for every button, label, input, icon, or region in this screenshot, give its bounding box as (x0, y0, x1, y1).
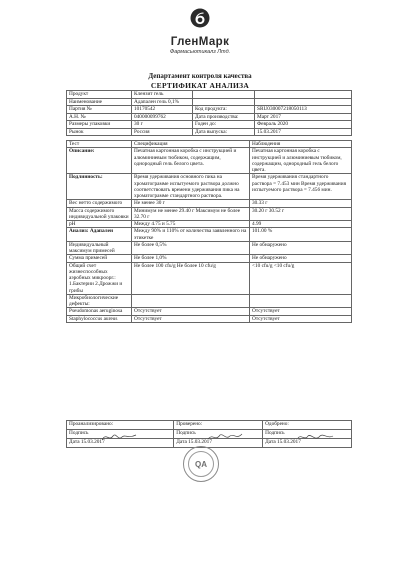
info-label2: Дата выпуска: (193, 128, 255, 136)
analyzed-date: Дата 15.03.2017 (67, 439, 174, 448)
checker-signature (205, 430, 245, 444)
info-row (67, 128, 352, 136)
info-value: Клензит гель (132, 91, 193, 99)
cell-spec: Между 4.75 и 5.75 (132, 221, 250, 228)
cell-obs: Время удерживания стандартного раствора = 7.453 мин Время удерживания испытуемого раствора = 7.456 мин. (250, 174, 352, 200)
cell-spec: Минимум не менее 29.40 г Максимум не более 32.70 г (132, 207, 250, 221)
info-label2: Годен до: (193, 121, 255, 129)
info-value: Адапален гель 0,1% (132, 98, 193, 106)
cell-test: Общий счет жизнеспособных аэробных микроорг.: 1.Бактерии 2.Дрожжи и грибы (67, 262, 132, 294)
info-label2: Код продукта: (193, 106, 255, 114)
info-label: Продукт (67, 91, 132, 99)
info-label: Размеры упаковки (67, 121, 132, 129)
cell-test: Вес нетто содержимого (67, 200, 132, 207)
cell-test: Сумма примесей (67, 255, 132, 262)
info-value: 040000099762 (132, 113, 193, 121)
department-title: Департамент контроля качества (148, 72, 252, 80)
cell-obs: Отсутствует (250, 315, 352, 322)
header-test: Тест (67, 141, 132, 148)
info-label2: Дата производства: (193, 113, 255, 121)
info-label2 (193, 91, 255, 99)
cell-obs: Печатная картонная коробка с инструкцией и алюминиевым тюбиком, содержащим, однородный гель белого цвета. (250, 148, 352, 174)
info-value: 10170542 (132, 106, 193, 114)
info-row (67, 91, 352, 99)
analysis-table (66, 140, 352, 323)
table-row (67, 200, 352, 207)
analyzed-by-title: Проанализировано: (67, 421, 174, 430)
cell-spec: Не более 0,5% (132, 241, 250, 255)
cell-test: Анализ: Адапален (67, 228, 132, 242)
cell-test: Описание: (67, 148, 132, 174)
cell-spec: Печатная картонная коробка с инструкцией и алюминиевым тюбиком, содержащим, однородный гель белого цвета. (132, 148, 250, 174)
company-logo (0, 8, 400, 55)
header-observations: Наблюдения (250, 141, 352, 148)
info-value2: 15.03.2017 (255, 128, 352, 136)
cell-obs: 101.00 % (250, 228, 352, 242)
cell-spec: Время удерживания основного пика на хроматограмме испытуемого раствора должно соответствовать времени удерживания пика на хроматограмме стандартного раствора. (132, 174, 250, 200)
approved-by-title: Одобрено: (263, 421, 352, 430)
cell-spec (132, 294, 250, 308)
info-row (67, 106, 352, 114)
table-row (67, 221, 352, 228)
cell-test: Подлинность: (67, 174, 132, 200)
cell-test: pH (67, 221, 132, 228)
document-heading (0, 72, 400, 90)
info-label: Рынок (67, 128, 132, 136)
cell-spec: Отсутствует (132, 315, 250, 322)
table-row (67, 262, 352, 294)
cell-test: Масса содержимого индивидуальной упаковки (67, 207, 132, 221)
info-value2 (255, 91, 352, 99)
cell-obs: Отсутствует (250, 308, 352, 315)
checked-by-title: Проверено: (174, 421, 263, 430)
table-row (67, 241, 352, 255)
cell-obs: 30.20 г 30.52 г (250, 207, 352, 221)
table-row (67, 174, 352, 200)
info-value2: Март 2017 (255, 113, 352, 121)
table-row (67, 308, 352, 315)
company-name: ГленМарк (170, 36, 230, 48)
cell-test: Staphylococcus aureus (67, 315, 132, 322)
table-row (67, 294, 352, 308)
info-label: А.Н. № (67, 113, 132, 121)
certificate-title: СЕРТИФИКАТ АНАЛИЗА (150, 81, 250, 90)
cell-spec: Не менее 30 г (132, 200, 250, 207)
cell-test: Pseudomonas aeruginosa (67, 308, 132, 315)
cell-obs: 4.99 (250, 221, 352, 228)
info-value2: SRU03000721805011З (255, 106, 352, 114)
info-label: Партия № (67, 106, 132, 114)
approved-signature-label: Подпись (263, 430, 352, 439)
info-value2 (255, 98, 352, 106)
cell-obs: <10 cfu/g <10 cfu/g (250, 262, 352, 294)
analysis-header-row (67, 141, 352, 148)
cell-obs: 30.33 г (250, 200, 352, 207)
info-value: 30 г (132, 121, 193, 129)
cell-spec: Не более 100 cfu/g Не более 10 cfu/g (132, 262, 250, 294)
cell-spec: Отсутствует (132, 308, 250, 315)
cell-spec: Не более 1,0% (132, 255, 250, 262)
cell-spec: Между 90% и 110% от количества заявленного на этикетке (132, 228, 250, 242)
checked-date: Дата 15.03.2017 (174, 439, 263, 448)
info-value2: Февраль 2020 (255, 121, 352, 129)
table-row (67, 148, 352, 174)
analyst-signature (100, 430, 140, 444)
approver-signature (296, 430, 336, 444)
glenmark-logo-icon (190, 8, 210, 28)
table-row (67, 315, 352, 322)
qa-stamp-text: QA (188, 451, 214, 477)
product-info-table (66, 90, 352, 136)
cell-test: Микробиологические дефекты: (67, 294, 132, 308)
info-label: Наименование (67, 98, 132, 106)
qa-stamp (183, 446, 219, 482)
info-row (67, 121, 352, 129)
table-row (67, 255, 352, 262)
company-subtitle: Фармасьютикалз Лтд. (169, 49, 231, 55)
cell-test: Индивидуальный максимум примесей (67, 241, 132, 255)
info-label2 (193, 98, 255, 106)
table-row (67, 228, 352, 242)
analyzed-signature-label: Подпись (67, 430, 174, 439)
cell-obs (250, 294, 352, 308)
info-value: Россия (132, 128, 193, 136)
approved-date: Дата 15.03.2017 (263, 439, 352, 448)
checked-signature-label: Подпись (174, 430, 263, 439)
info-row (67, 113, 352, 121)
cell-obs: Не обнаружено (250, 241, 352, 255)
cell-obs: Не обнаружено (250, 255, 352, 262)
header-specification: Спецификация (132, 141, 250, 148)
table-row (67, 207, 352, 221)
info-row (67, 98, 352, 106)
